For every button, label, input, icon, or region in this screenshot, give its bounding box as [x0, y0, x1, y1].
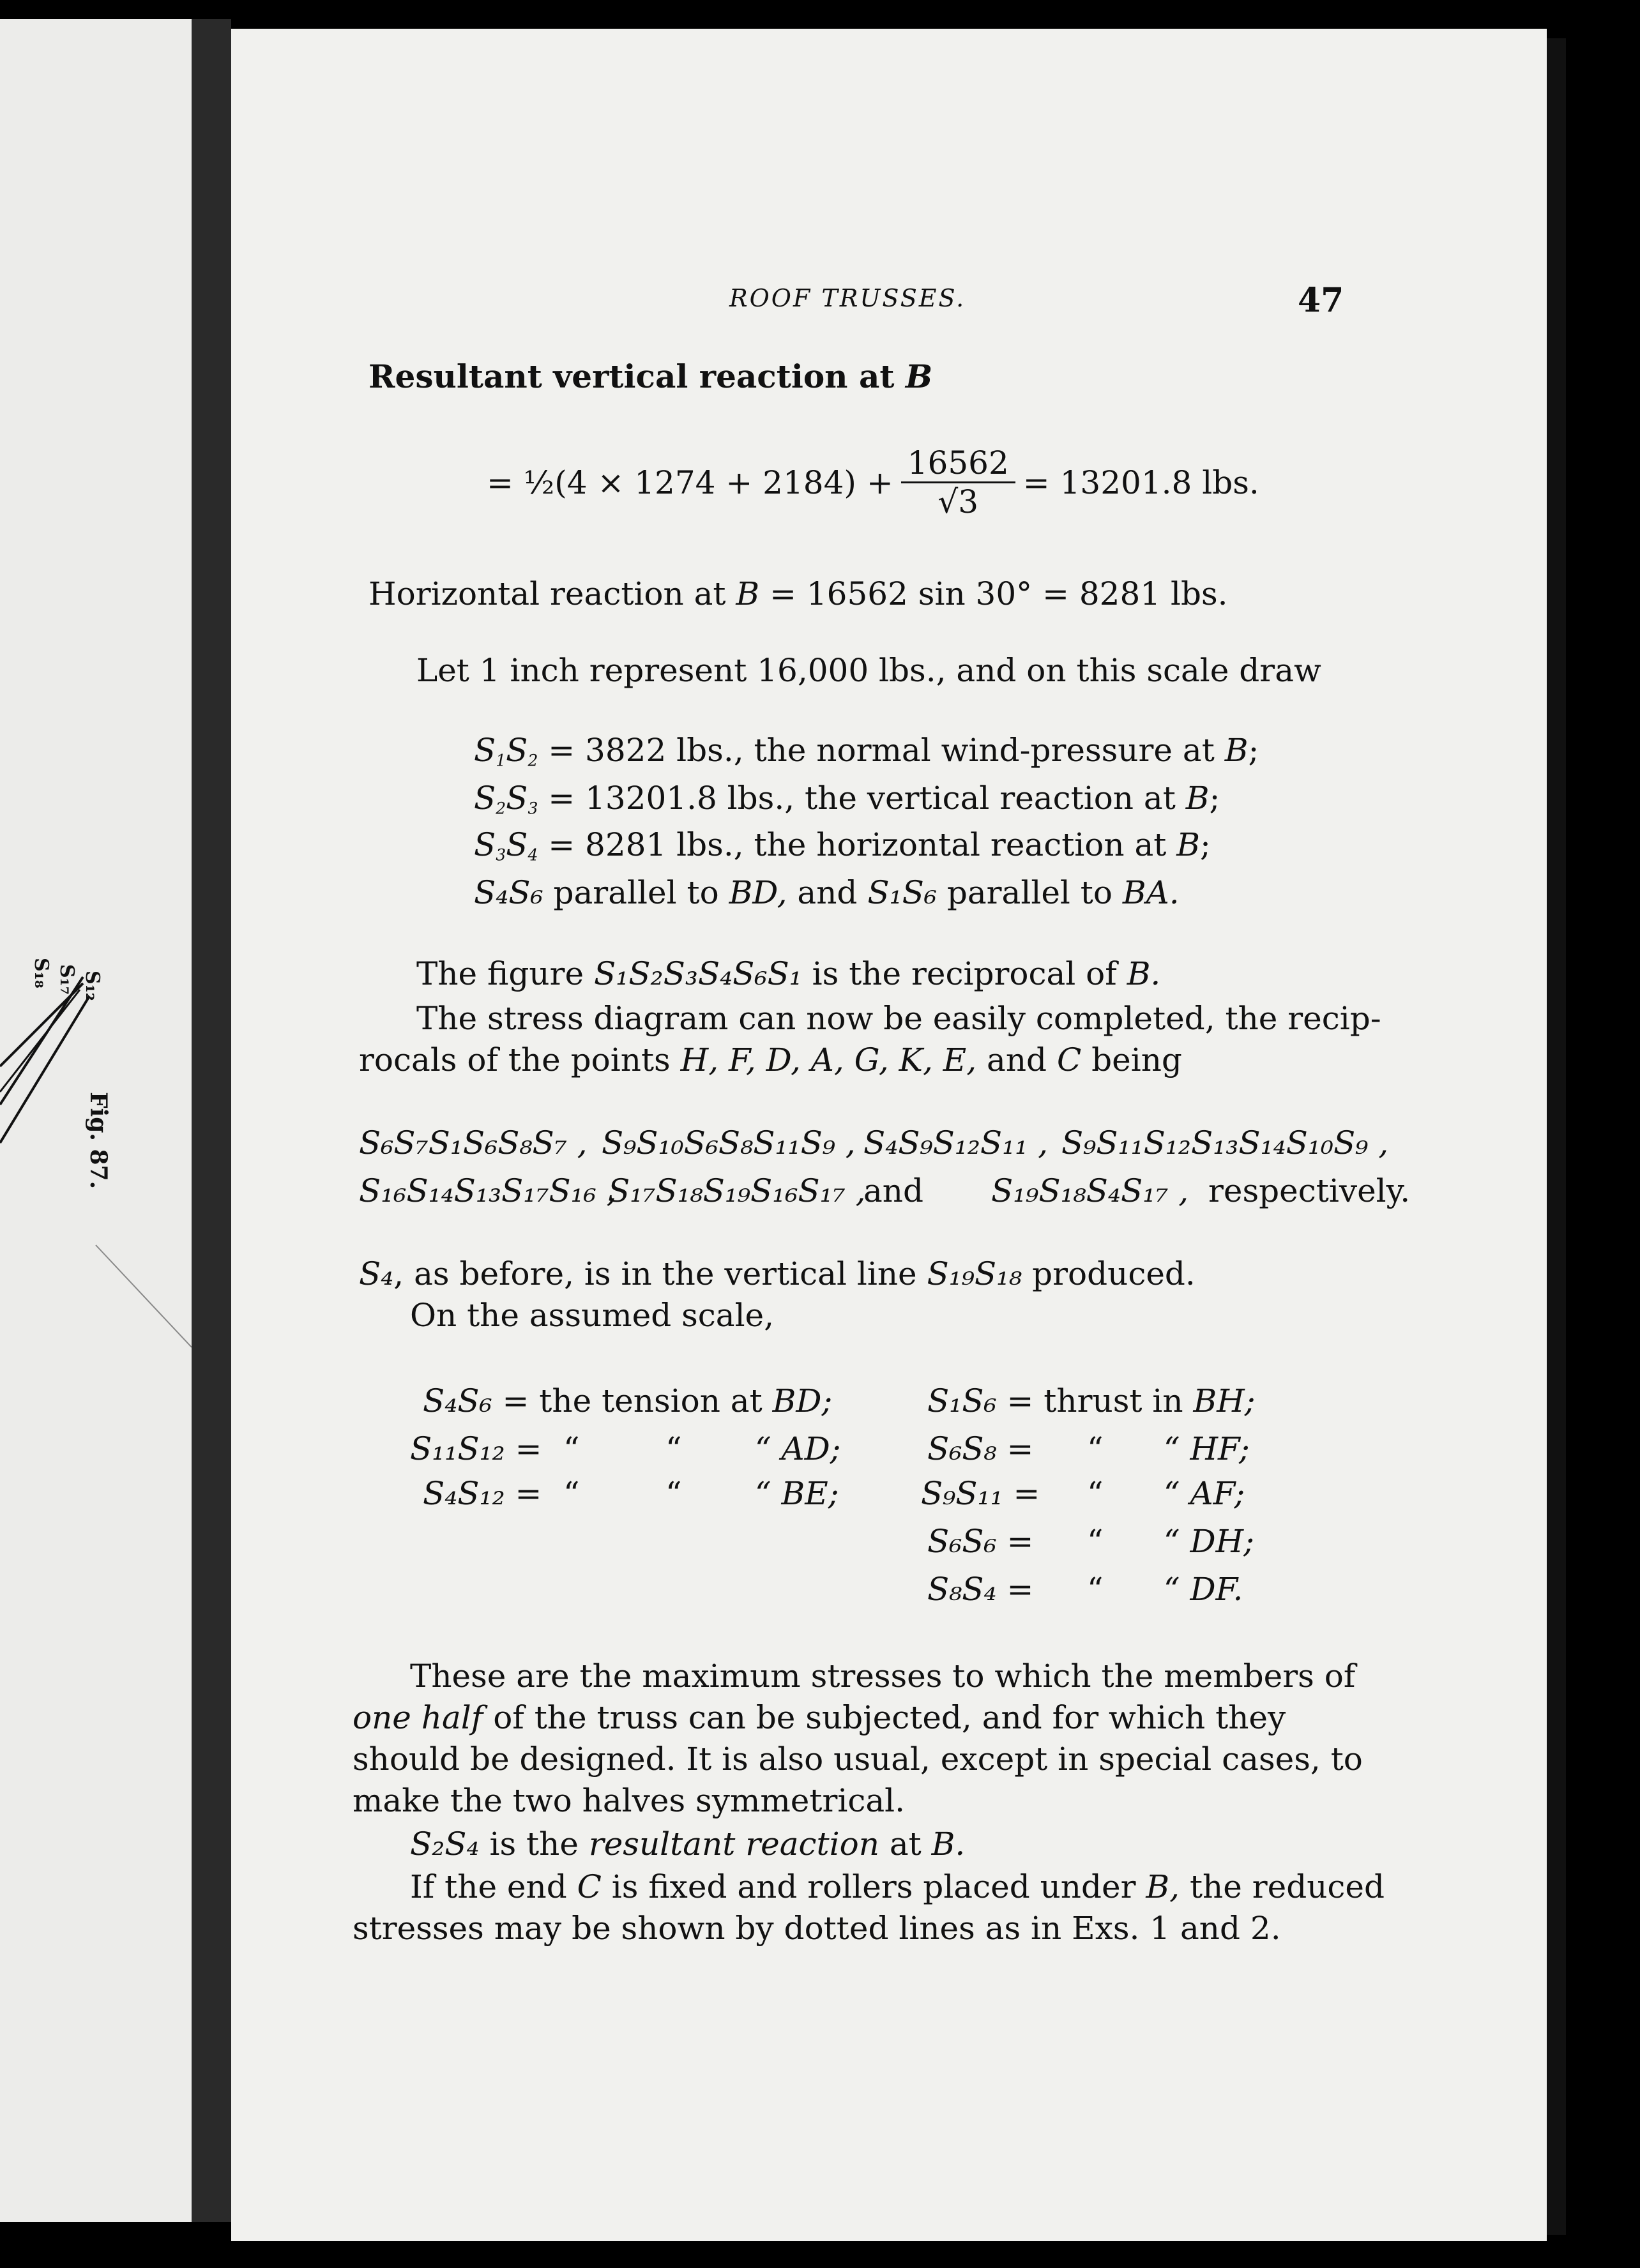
figure-line: The figure S₁S₂S₃S₄S₆S₁ is the reciprocal of B.	[416, 955, 1161, 992]
left-facing-page	[0, 19, 192, 2222]
scale-line: Let 1 inch represent 16,000 lbs., and on this scale draw	[416, 652, 1321, 689]
diagram-labels	[30, 958, 110, 1022]
s4-line: S₄, as before, is in the vertical line S₁₉S₁₈ produced.	[359, 1255, 1196, 1292]
fraction: $\frac{16562}{√3}$	[901, 447, 1015, 518]
final-paragraph-line-4: make the two halves symmetrical.	[353, 1782, 906, 1819]
left-stress-row-1: S₄S₆ = the tension at BD;	[423, 1382, 833, 1419]
right-stress-row-5: S₈S₄ = “ “ DF.	[927, 1571, 1243, 1608]
final-paragraph-line-6: If the end C is fixed and rollers placed under B, the reduced	[410, 1868, 1385, 1905]
stress-paragraph-line-1: The stress diagram can now be easily completed, the recip-	[416, 1000, 1381, 1037]
final-paragraph-line-3: should be designed. It is also usual, except in special cases, to	[353, 1741, 1363, 1778]
page-number: 47	[1298, 281, 1344, 320]
stress-paragraph-line-2: rocals of the points H, F, D, A, G, K, E, and C being	[359, 1041, 1182, 1078]
resultant-line: Resultant vertical reaction at B	[368, 358, 933, 395]
horizontal-reaction-line: Horizontal reaction at B = 16562 sin 30° = 8281 lbs.	[368, 575, 1228, 612]
label-s12: S₁₂	[81, 971, 103, 1001]
final-paragraph-line-2: one half of the truss can be subjected, and for which they	[353, 1699, 1286, 1736]
left-stress-row-2: S₁₁S₁₂ = “ “ “ AD;	[410, 1430, 841, 1467]
scale-item-1: $S_1S_2 = 3822$ lbs., the normal wind-pressure at B;	[474, 732, 1259, 770]
assumed-scale-line: On the assumed scale,	[410, 1297, 775, 1334]
book-spine	[192, 19, 231, 2222]
right-stress-row-4: S₆S₆ = “ “ DH;	[927, 1523, 1254, 1560]
running-title: ROOF TRUSSES.	[729, 284, 966, 312]
scale-item-3: $S_3S_4 = 8281$ lbs., the horizontal reaction at B;	[474, 826, 1211, 865]
final-paragraph-line-5: S₂S₄ is the resultant reaction at B.	[410, 1826, 966, 1863]
right-stress-row-1: S₁S₆ = thrust in BH;	[927, 1382, 1256, 1419]
final-paragraph-line-7: stresses may be shown by dotted lines as in Exs. 1 and 2.	[353, 1910, 1281, 1947]
right-stress-row-2: S₆S₈ = “ “ HF;	[927, 1430, 1250, 1467]
page-edge-shadow	[1547, 38, 1566, 2235]
final-paragraph-line-1: These are the maximum stresses to which the members of	[410, 1658, 1356, 1695]
label-s18: S₁₈	[30, 958, 52, 988]
book-page: ROOF TRUSSES. 47 Resultant vertical reaction at B = ½(4 × 1274 + 2184) + $\frac{16562}{√3}$ = 13201.8 lbs. Horizontal reaction at B = 16562 sin 30° = 8281 lbs. Let 1 inch represent 16,000 lbs., and on this scale draw $S_1S_2 = 3822$ lbs., the normal wind-pressure at B; $S_2S_3 = 13201.8$ lbs., the vertical reaction at B; $S_3S_4 = 8281$ lbs., the horizontal reaction at B; S₄S₆ parallel to BD, and S₁S₆ parallel to BA. The figure S₁S₂S₃S₄S₆S₁ is the reciprocal of B. The stress diagram can now be easily completed, the recip- rocals of the points H, F, D, A, G, K, E, and C being S₆S₇S₁S₆S₈S₇ , S₉S₁₀S₆S₈S₁₁S₉ , S₄S₉S₁₂S₁₁ , S₉S₁₁S₁₂S₁₃S₁₄S₁₀S₉ , S₁₆S₁₄S₁₃S₁₇S₁₆ , S₁₇S₁₈S₁₉S₁₆S₁₇ , and S₁₉S₁₈S₄S₁₇ , respectively. S₄, as before, is in the vertical line S₁₉S₁₈ produced. On the assumed scale, S₄S₆ = the tension at BD; S₁₁S₁₂ = “ “ “ AD; S₄S₁₂ = “ “ “ BE; S₁S₆ = thrust in BH; S₆S₈ = “ “ HF; S₉S₁₁ = “ “ AF; S₆S₆ = “ “ DH; S₈S₄ = “ “ DF. These are the maximum stresses to which the members of one half of the truss can be subjected, and for which they should be designed. It is also usual, except in special cases, to make the two halves symmetrical. S₂S₄ is the resultant reaction at B. If the end C is fixed and rollers placed under B, the reduced stresses may be shown by dotted lines as in Exs. 1 and 2.	[231, 29, 1547, 2241]
parallel-line: S₄S₆ parallel to BD, and S₁S₆ parallel to BA.	[474, 874, 1180, 911]
right-stress-row-3: S₉S₁₁ = “ “ AF;	[921, 1475, 1245, 1512]
scale-item-2: $S_2S_3 = 13201.8$ lbs., the vertical reaction at B;	[474, 780, 1220, 818]
equation: = ½(4 × 1274 + 2184) + $\frac{16562}{√3}$ = 13201.8 lbs.	[487, 444, 1259, 520]
figure-label: Fig. 87.	[85, 1092, 112, 1190]
left-stress-row-3: S₄S₁₂ = “ “ “ BE;	[423, 1475, 839, 1512]
label-s17: S₁₇	[56, 964, 78, 995]
